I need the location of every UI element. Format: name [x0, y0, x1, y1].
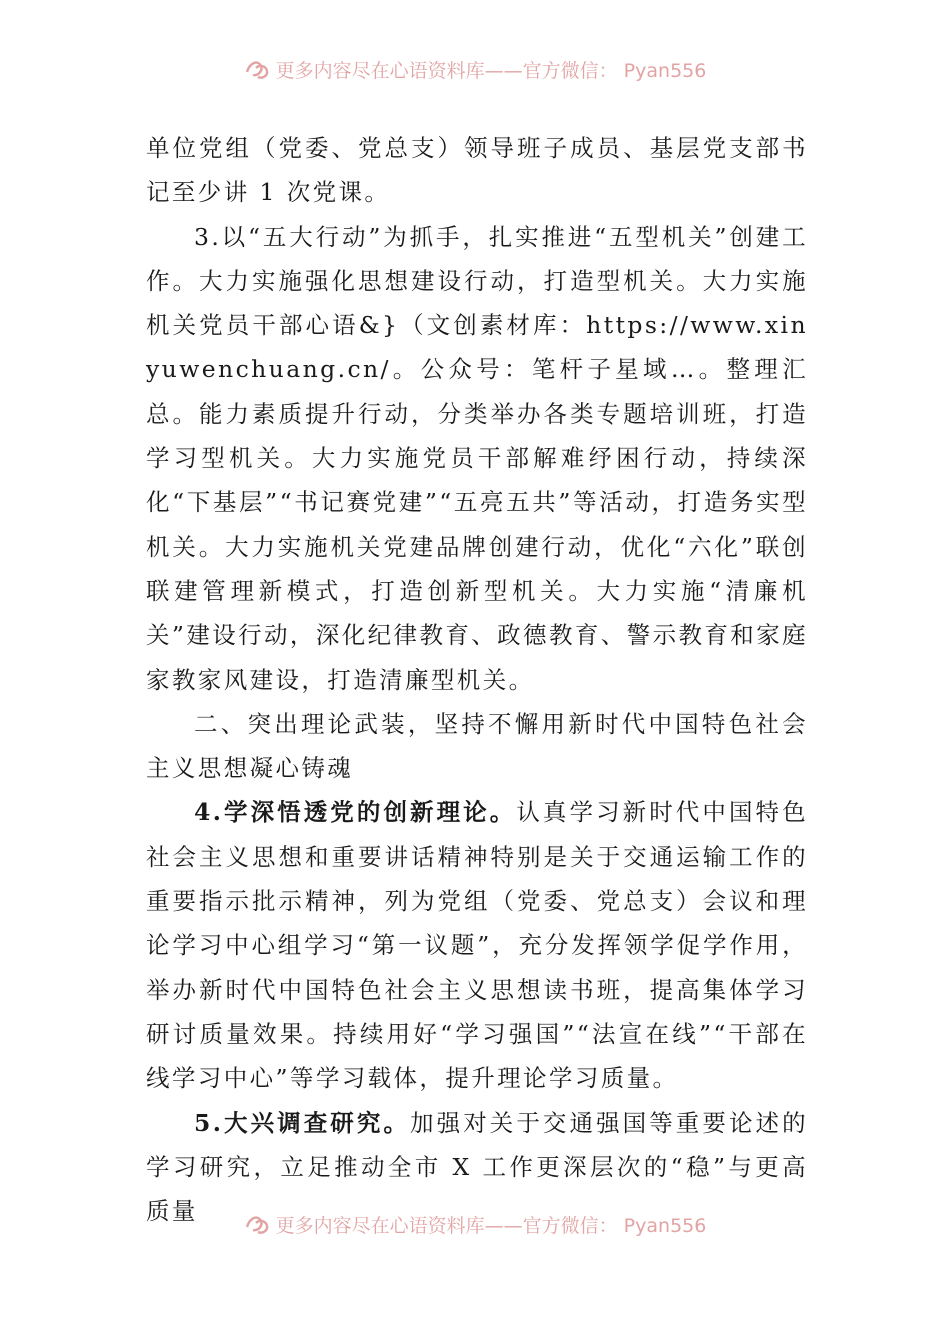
item-5-body: 加强对关于交通强国等重要论述的学习研究，立足推动全市 X 工作更深层次的“稳”与更高质量 — [146, 1108, 809, 1226]
watermark-text: 更多内容尽在心语资料库——官方微信： Pyan556 — [275, 59, 707, 82]
paragraph-continued: 单位党组（党委、党总支）领导班子成员、基层党支部书记至少讲 1 次党课。 — [146, 134, 808, 207]
logo-icon — [244, 58, 270, 80]
document-body — [146, 126, 808, 1233]
header-watermark — [0, 52, 950, 86]
watermark-text: 更多内容尽在心语资料库——官方微信： Pyan556 — [275, 1214, 707, 1237]
section-heading-2: 二、突出理论武装，坚持不懈用新时代中国特色社会主义思想凝心铸魂 — [146, 709, 808, 783]
footer-watermark — [0, 1207, 950, 1241]
item-4-body: 认真学习新时代中国特色社会主义思想和重要讲话精神特别是关于交通运输工作的重要指示批示精神，列为党组（党委、党总支）会议和理论学习中心组学习“第一议题”，充分发挥领学促学作用，举办新时代中国特色社会主义思想读书班，提高集体学习研讨质量效果。持续用好“学习强国”“法宣在线”“干部在线学习中心”等学习载体，提升理论学习质量。 — [146, 798, 808, 1093]
paragraph-item-3: 3.以“五大行动”为抓手，扎实推进“五型机关”创建工作。大力实施强化思想建设行动，打造型机关。大力实施机关党员干部心语&}（文创素材库：https://www.xinyuwenchuang.cn/。公众号：笔杆子星域…。整理汇总。能力素质提升行动，分类举办各类专题培训班，打造学习型机关。大力实施党员干部解难纾困行动，持续深化“下基层”“书记赛党建”“五亮五共”等活动，打造务实型机关。大力实施机关党建品牌创建行动，优化“六化”联创联建管理新模式，打造创新型机关。大力实施“清廉机关”建设行动，深化纪律教育、政德教育、警示教育和家庭家教家风建设，打造清廉型机关。 — [146, 222, 808, 694]
item-4-lead: 4.学深悟透党的创新理论。 — [194, 798, 517, 827]
item-5-lead: 5.大兴调查研究。 — [194, 1108, 411, 1137]
paragraph-item-4 — [146, 790, 808, 1100]
logo-icon — [244, 1213, 270, 1235]
